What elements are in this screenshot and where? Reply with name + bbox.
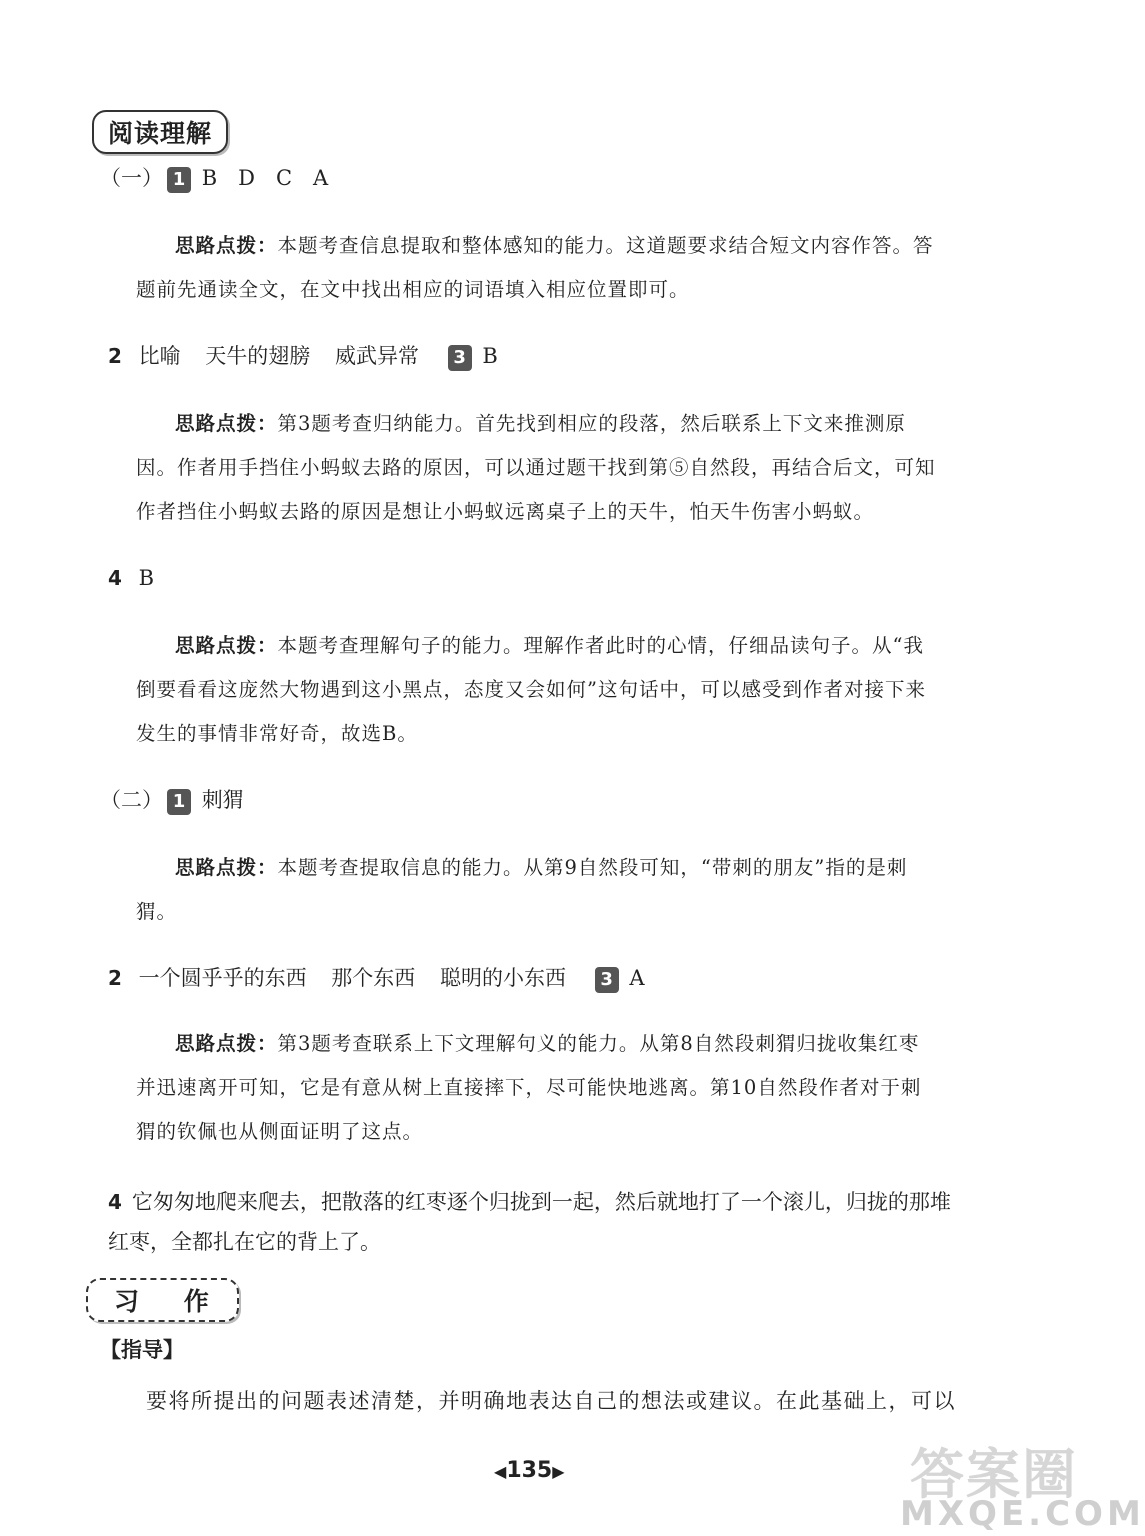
tip-label: 思路点拨：: [175, 634, 278, 657]
tip-paragraph: [136, 402, 936, 534]
answer-text: B: [482, 344, 498, 368]
section-title-writing: 习 作: [86, 1278, 239, 1322]
tip-label: 思路点拨：: [175, 1032, 278, 1055]
question-number-badge: 1: [167, 789, 191, 815]
tip-paragraph: [136, 624, 936, 756]
tip-paragraph: [136, 846, 936, 934]
answer-text: 它匆匆地爬来爬去，把散落的红枣逐个归拢到一起，然后就地打了一个滚儿，归拢的那堆红枣，全都扎在它的背上了。: [108, 1190, 951, 1254]
question-number: 2: [108, 966, 122, 990]
page-number: [494, 1458, 565, 1483]
question-number: 4: [108, 1190, 122, 1214]
answer-text: B D C A: [201, 166, 329, 190]
answer-text: 一个圆乎乎的东西: [138, 966, 307, 990]
answer-text: 威武异常: [334, 344, 419, 368]
answer-line-part2-q1: [100, 784, 244, 816]
tip-paragraph: [136, 224, 936, 312]
tip-text: 第3题考查归纳能力。首先找到相应的段落，然后联系上下文来推测原因。作者用手挡住小蚂蚁去路的原因，可以通过题干找到第⑤自然段，再结合后文，可知作者挡住小蚂蚁去路的原因是想让小蚂蚁远离桌子上的天牛，怕天牛伤害小蚂蚁。: [136, 412, 936, 523]
answer-text: 天牛的翅膀: [205, 344, 311, 368]
tip-text: 本题考查理解句子的能力。理解作者此时的心情，仔细品读句子。从“我倒要看看这庞然大物遇到这小黑点，态度又会如何”这句话中，可以感受到作者对接下来发生的事情非常好奇，故选B。: [136, 634, 926, 745]
tip-label: 思路点拨：: [175, 856, 278, 879]
question-number: 4: [108, 566, 122, 590]
question-number-badge: 3: [595, 967, 619, 993]
question-number-badge: 3: [448, 345, 472, 371]
part-label: （一）: [100, 166, 163, 190]
section-title-reading: 阅读理解: [92, 110, 228, 154]
guide-text: 要将所提出的问题表述清楚，并明确地表达自己的想法或建议。在此基础上，可以: [146, 1389, 956, 1413]
answer-line-part2-q2: [108, 962, 645, 994]
answer-paragraph-part2-q4: [108, 1182, 958, 1262]
question-number: 2: [108, 344, 122, 368]
page-number-text: 135: [506, 1458, 553, 1483]
answer-text: 聪明的小东西: [439, 966, 566, 990]
answer-line-part1-q2: [108, 340, 498, 372]
answer-text: 比喻: [138, 344, 181, 368]
question-number-badge: 1: [167, 167, 191, 193]
answer-line-part1-q1: [100, 162, 328, 194]
answer-text: 那个东西: [331, 966, 416, 990]
tip-label: 思路点拨：: [175, 234, 278, 257]
guide-label: 【指导】: [100, 1338, 184, 1362]
tip-label: 思路点拨：: [175, 412, 278, 435]
watermark-logo: 答案圈: [910, 1443, 1078, 1506]
answer-line-part1-q4: [108, 562, 154, 594]
tip-text: 第3题考查联系上下文理解句义的能力。从第8自然段刺猬归拢收集红枣并迅速离开可知，它是有意从树上直接摔下，尽可能快地逃离。第10自然段作者对于刺猬的钦佩也从侧面证明了这点。: [136, 1032, 922, 1143]
left-arrow-icon: ◀: [494, 1462, 507, 1481]
tip-text: 本题考查信息提取和整体感知的能力。这道题要求结合短文内容作答。答题前先通读全文，在文中找出相应的词语填入相应位置即可。: [136, 234, 934, 301]
watermark-url: MXQE.COM: [900, 1494, 1145, 1534]
tip-text: 本题考查提取信息的能力。从第9自然段可知，“带刺的朋友”指的是刺猬。: [136, 856, 908, 923]
right-arrow-icon: ▶: [552, 1462, 565, 1481]
answer-text: 刺猬: [201, 788, 244, 812]
tip-paragraph: [136, 1022, 936, 1154]
part-label: （二）: [100, 788, 163, 812]
answer-text: B: [138, 566, 155, 590]
answer-text: A: [629, 966, 645, 990]
